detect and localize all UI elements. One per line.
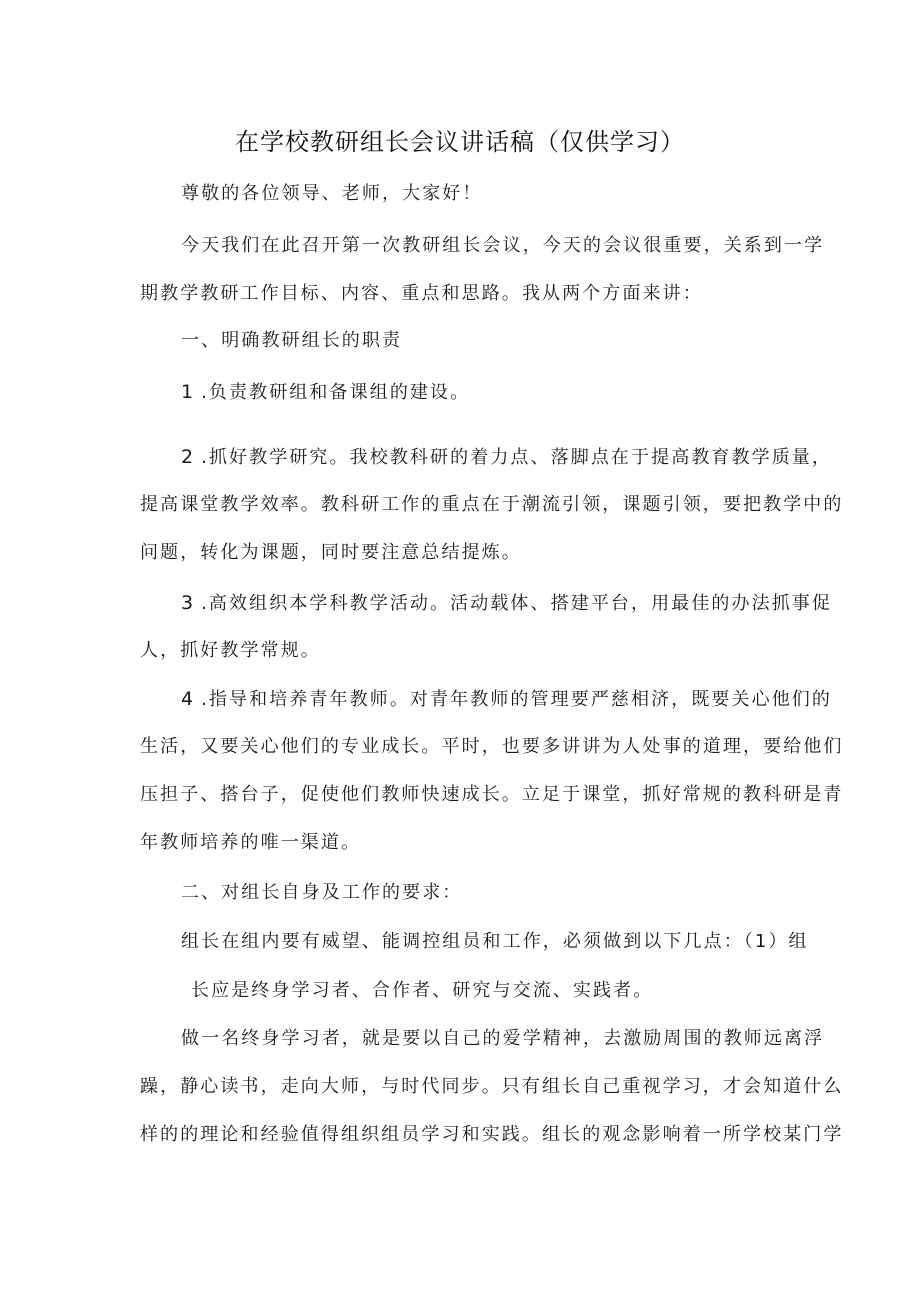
list-item-number: 4	[181, 688, 194, 710]
paragraph-line: 今天我们在此召开第一次教研组长会议，今天的会议很重要，关系到一学	[181, 235, 825, 256]
list-item-number: 2	[181, 446, 194, 468]
list-item	[181, 685, 832, 714]
list-item	[181, 589, 832, 618]
paragraph-line: 样的的理论和经验值得组织组员学习和实践。组长的观念影响着一所学校某门学	[140, 1124, 844, 1145]
list-item-number: 3	[181, 592, 194, 614]
list-item-text: .抓好教学研究。我校教科研的着力点、落脚点在于提高教育教学质量，	[201, 447, 833, 468]
paragraph-line: 问题，转化为课题，同时要注意总结提炼。	[140, 542, 522, 563]
greeting-line: 尊敬的各位领导、老师，大家好！	[181, 183, 483, 204]
list-item-text: .指导和培养青年教师。对青年教师的管理要严慈相济，既要关心他们的	[201, 689, 833, 710]
paragraph-line: 长应是终身学习者、合作者、研究与交流、实践者。	[191, 980, 654, 1001]
list-item-text: .高效组织本学科教学活动。活动载体、搭建平台，用最佳的办法抓事促	[201, 593, 833, 614]
list-item	[181, 443, 832, 472]
list-item-number: 1	[181, 381, 194, 403]
section-heading: 一、明确教研组长的职责	[181, 330, 403, 351]
paragraph-line: 年教师培养的唯一渠道。	[140, 832, 362, 853]
paragraph-line: 人，抓好教学常规。	[140, 640, 321, 661]
list-item-text: .负责教研组和备课组的建设。	[201, 382, 471, 403]
paragraph-line: 生活，又要关心他们的专业成长。平时，也要多讲讲为人处事的道理，要给他们	[140, 736, 844, 757]
paragraph-line: 提高课堂教学效率。教科研工作的重点在于潮流引领，课题引领，要把教学中的	[140, 494, 844, 515]
paragraph-line: 压担子、搭台子，促使他们教师快速成长。立足于课堂，抓好常规的教科研是青	[140, 784, 844, 805]
paragraph-line: 组长在组内要有威望、能调控组员和工作，必须做到以下几点：（1）组	[181, 931, 809, 952]
document-title: 在学校教研组长会议讲话稿（仅供学习）	[235, 128, 685, 156]
paragraph-line: 做一名终身学习者，就是要以自己的爱学精神，去激励周围的教师远离浮	[181, 1028, 825, 1049]
paragraph-line: 期教学教研工作目标、内容、重点和思路。我从两个方面来讲：	[140, 283, 703, 304]
paragraph-line: 躁，静心读书，走向大师，与时代同步。只有组长自己重视学习，才会知道什么	[140, 1076, 844, 1097]
section-heading: 二、对组长自身及工作的要求：	[181, 882, 463, 903]
list-item	[181, 378, 470, 407]
